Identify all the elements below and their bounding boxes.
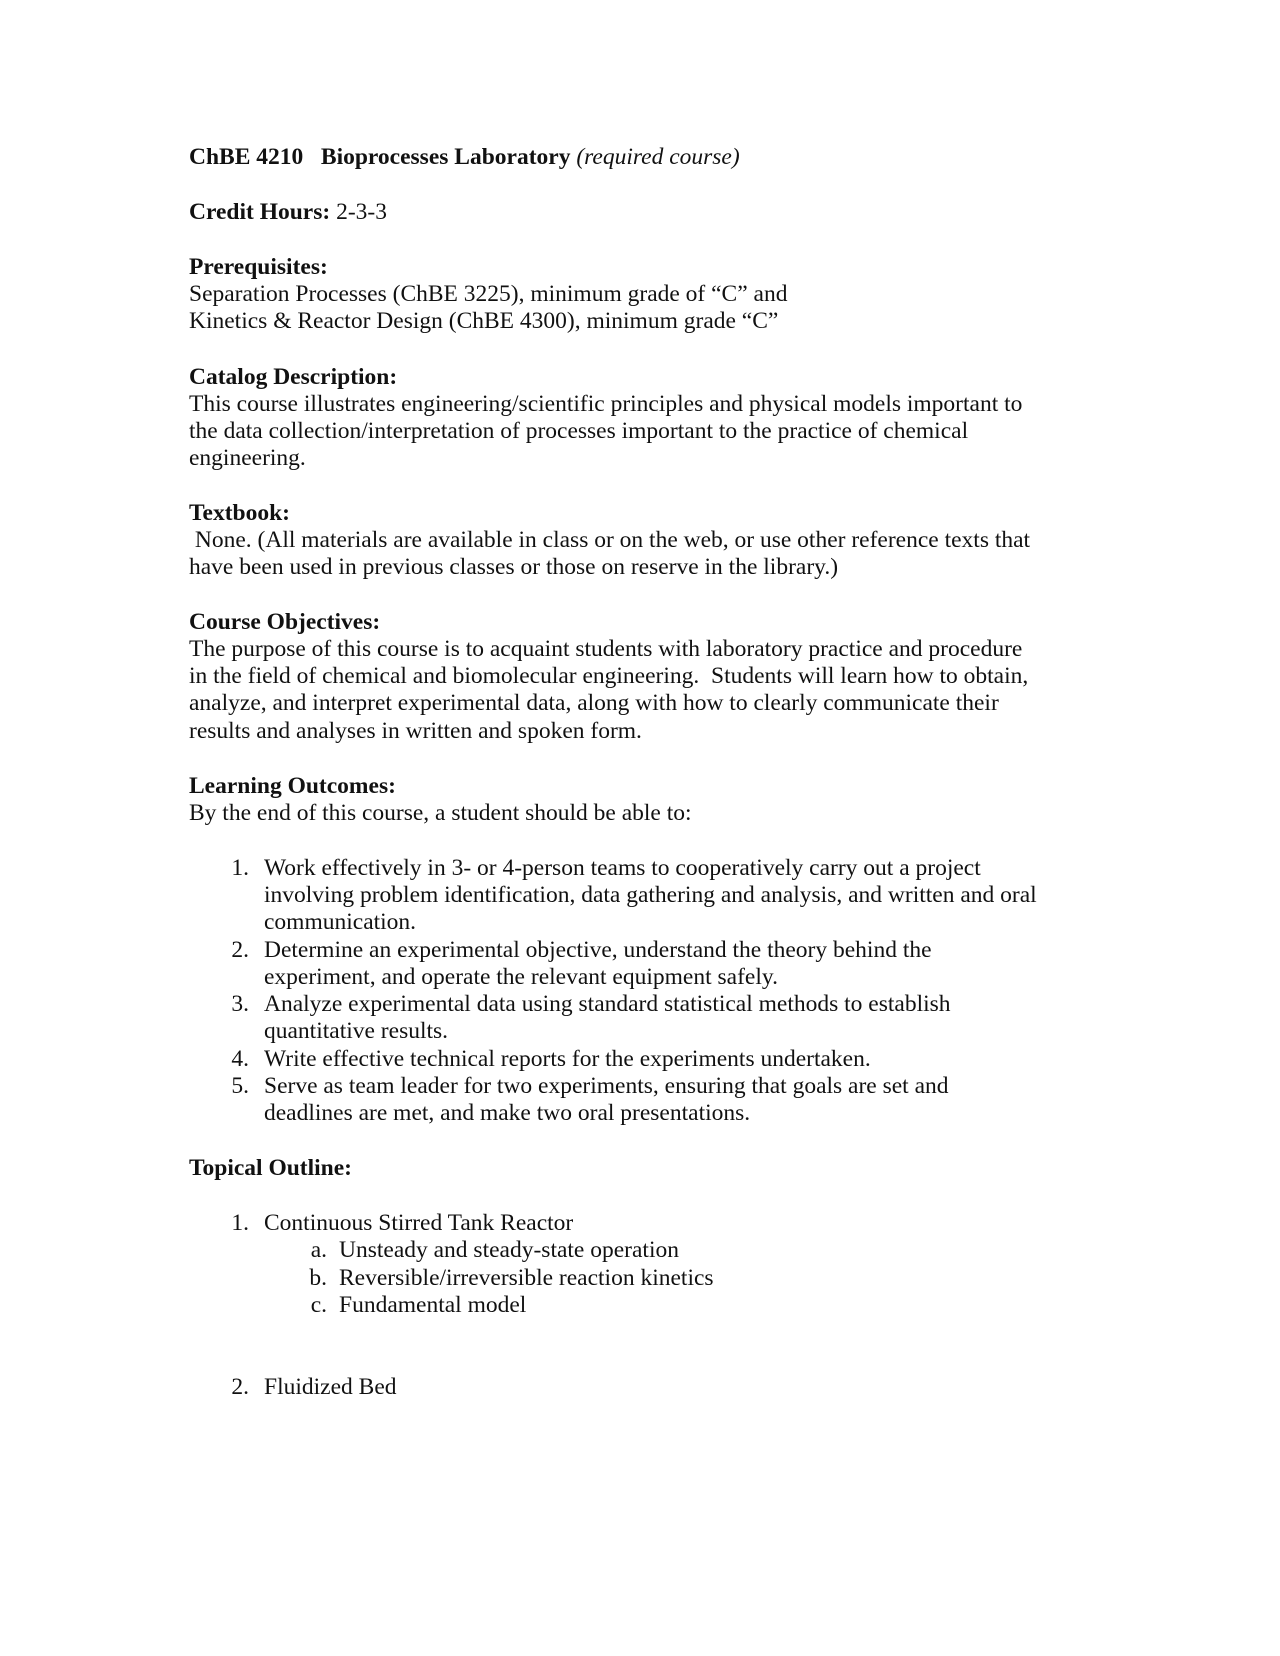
course-name: Bioprocesses Laboratory	[320, 144, 571, 170]
outline-text: Continuous Stirred Tank Reactor	[264, 1210, 574, 1236]
textbook-line: have been used in previous classes or those on reserve in the library.)	[189, 554, 839, 580]
catalog-description-heading: Catalog Description:	[189, 364, 398, 390]
outcome-line: involving problem identification, data gathering and analysis, and written and oral	[264, 882, 1037, 908]
catalog-description-line: the data collection/interpretation of processes important to the practice of chemical	[189, 418, 969, 444]
outcome-line: Determine an experimental objective, understand the theory behind the	[264, 937, 932, 963]
outcome-line: Write effective technical reports for the experiments undertaken.	[264, 1046, 871, 1072]
outcome-number: 5.	[231, 1073, 249, 1099]
outline-subitem-text: Fundamental model	[339, 1292, 527, 1318]
course-status: (required course)	[576, 144, 740, 170]
credit-hours-value: 2-3-3	[336, 199, 387, 225]
outline-subitem-letter: b.	[309, 1265, 327, 1291]
outline-text: Fluidized Bed	[264, 1374, 397, 1400]
outcome-number: 2.	[231, 937, 249, 963]
outcome-number: 4.	[231, 1046, 249, 1072]
learning-outcomes-intro: By the end of this course, a student should be able to:	[189, 800, 692, 826]
outcome-line: quantitative results.	[264, 1018, 449, 1044]
credit-hours-line	[189, 198, 387, 227]
prerequisites-heading: Prerequisites:	[189, 254, 328, 280]
credit-hours-label: Credit Hours:	[189, 199, 331, 225]
prerequisite-line: Separation Processes (ChBE 3225), minimum grade of “C” and	[189, 281, 788, 307]
course-objectives-line: results and analyses in written and spoken form.	[189, 718, 642, 744]
textbook-line: None. (All materials are available in class or on the web, or use other reference texts that	[189, 527, 1031, 553]
prerequisite-line: Kinetics & Reactor Design (ChBE 4300), minimum grade “C”	[189, 308, 779, 334]
outline-subitem-text: Unsteady and steady-state operation	[339, 1237, 679, 1263]
topical-outline-heading: Topical Outline:	[189, 1155, 353, 1181]
catalog-description-line: engineering.	[189, 445, 306, 471]
outline-number: 2.	[231, 1374, 249, 1400]
outcome-line: Analyze experimental data using standard statistical methods to establish	[264, 991, 951, 1017]
textbook-heading: Textbook:	[189, 500, 290, 526]
course-objectives-line: The purpose of this course is to acquaint students with laboratory practice and procedure	[189, 636, 1023, 662]
catalog-description-line: This course illustrates engineering/scientific principles and physical models important to	[189, 391, 1023, 417]
learning-outcomes-heading: Learning Outcomes:	[189, 773, 396, 799]
outline-number: 1.	[231, 1210, 249, 1236]
course-code: ChBE 4210	[189, 144, 304, 170]
course-title-line	[189, 143, 740, 172]
course-objectives-line: in the field of chemical and biomolecular engineering. Students will learn how to obtain,	[189, 663, 1029, 689]
course-objectives-line: analyze, and interpret experimental data, along with how to clearly communicate their	[189, 690, 999, 716]
outline-subitem-letter: c.	[310, 1292, 327, 1318]
outcome-line: Serve as team leader for two experiments, ensuring that goals are set and	[264, 1073, 949, 1099]
outline-subitem-text: Reversible/irreversible reaction kinetics	[339, 1265, 714, 1291]
outcome-line: experiment, and operate the relevant equipment safely.	[264, 964, 778, 990]
outcome-line: deadlines are met, and make two oral presentations.	[264, 1100, 751, 1126]
outline-subitem-letter: a.	[310, 1237, 327, 1263]
outcome-line: Work effectively in 3- or 4-person teams to cooperatively carry out a project	[264, 855, 981, 881]
course-objectives-heading: Course Objectives:	[189, 609, 381, 635]
outcome-line: communication.	[264, 909, 417, 935]
outcome-number: 3.	[231, 991, 249, 1017]
outcome-number: 1.	[231, 855, 249, 881]
